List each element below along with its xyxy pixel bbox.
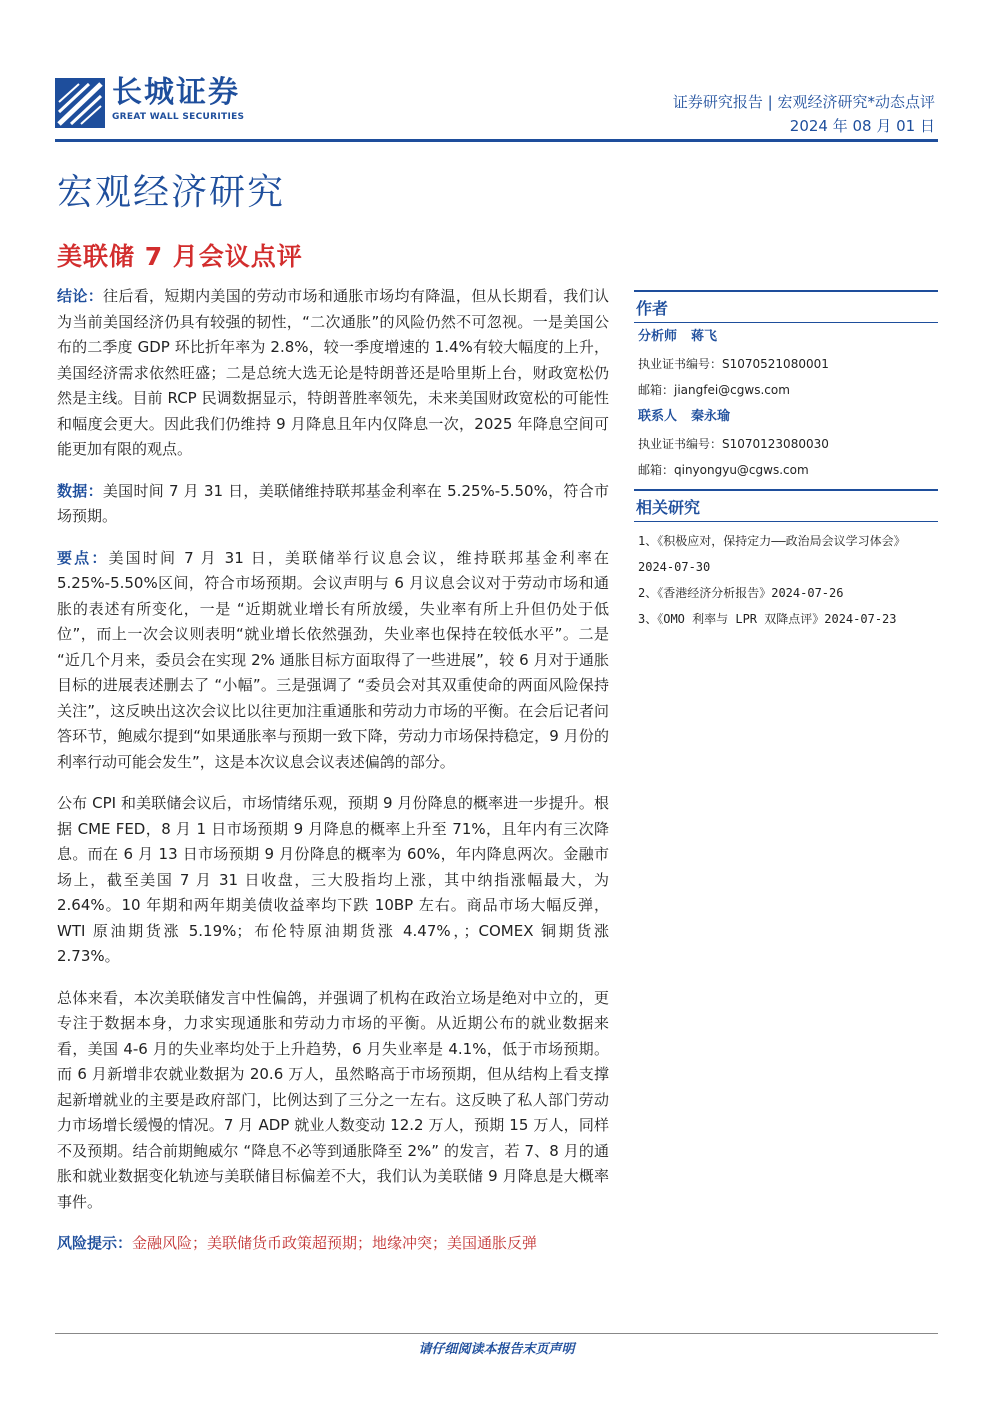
analyst (634, 323, 938, 351)
header-info (673, 90, 935, 138)
analyst-name: 蒋飞 (691, 329, 718, 344)
paragraph-conclusion (57, 284, 609, 463)
authors-heading: 作者 (634, 290, 938, 323)
logo-en: GREAT WALL SECURITIES (112, 112, 245, 122)
para-text: 公布 CPI 和美联储会议后，市场情绪乐观，预期 9 月份降息的概率进一步提升。根据 CME FED，8 月 1 日市场预期 9 月降息的概率上升至 71%，且年内有三次降息。而在 6 月 13 日市场预期 9 月份降息的概率为 60%，年内降息两次。金融市场上，截至美国 7 月 31 日收盘，三大股指均上涨，其中纳指涨幅最大，为 2.64%。10 年期和两年期美债收益率均下跌 10BP 左右。商品市场大幅反弹，WTI 原油期货涨 5.19%；布伦特原油期货涨 4.47%，；COMEX 铜期货涨 2.73%。 (57, 794, 609, 965)
related-item[interactable]: 2、《香港经济分析报告》2024-07-26 (638, 586, 844, 600)
analyst-cert: 执业证书编号：S1070521080001 (638, 357, 829, 371)
risk-lead: 风险提示： (57, 1234, 133, 1252)
paragraph-data (57, 479, 609, 530)
header-divider (55, 139, 938, 142)
report-header (0, 0, 993, 142)
related-heading: 相关研究 (634, 489, 938, 522)
footer-disclaimer: 请仔细阅读本报告末页声明 (418, 1342, 575, 1357)
contact-role: 联系人 (638, 409, 678, 424)
report-date: 2024 年 08 月 01 日 (789, 117, 935, 135)
para-text: 美国时间 7 月 31 日，美联储维持联邦基金利率在 5.25%-5.50%，符合市场预期。 (57, 481, 609, 525)
related-item[interactable]: 3、《OMO 利率与 LPR 双降点评》2024-07-23 (638, 612, 897, 626)
related-list (634, 522, 938, 632)
para-lead: 结论 (57, 287, 88, 305)
para-sep: ： (87, 481, 103, 500)
company-logo (55, 76, 275, 128)
page-subtitle: 美联储 7 月会议点评 (57, 242, 303, 271)
contact-name: 秦永瑜 (691, 409, 731, 424)
para-lead: 要点 (57, 548, 92, 567)
analyst-email[interactable]: 邮箱：jiangfei@cgws.com (638, 383, 790, 397)
para-text: 总体来看，本次美联储发言中性偏鸽，并强调了机构在政治立场是绝对中立的，更专注于数据本身，力求实现通胀和劳动力市场的平衡。从近期公布的就业数据来看，美国 4-6 月的失业率均处于上升趋势，6 月失业率是 4.1%，低于市场预期。而 6 月新增非农就业数据为 20.6 万人，虽然略高于市场预期，但从结构上看支撑起新增就业的主要是政府部门，比例达到了三分之一左右。这反映了私人部门劳动力市场增长缓慢的情况。7 月 ADP 就业人数变动 12.2 万人，预期 15 万人，同样不及预期。结合前期鲍威尔 “降息不必等到通胀降至 2%” 的发言，若 7、8 月的通胀和就业数据变化轨迹与美联储目标偏差不大，我们认为美联储 9 月降息是大概率事件。 (57, 988, 609, 1211)
para-text: 往后看，短期内美国的劳动市场和通胀市场均有降温，但从长期看，我们认为当前美国经济仍具有较强的韧性，“二次通胀”的风险仍然不可忽视。一是美国公布的二季度 GDP 环比折年率为 2.8%，较一季度增速的 1.4%有较大幅度的上升，美国经济需求依然旺盛；二是总统大选无论是特朗普还是哈里斯上台，财政宽松仍然是主线。目前 RCP 民调数据显示，特朗普胜率领先，未来美国财政宽松的可能性和幅度会更大。因此我们仍维持 9 月降息且年内仅降息一次，2025 年降息空间可能更加有限的观点。 (57, 287, 609, 458)
paragraph-keypoints (57, 546, 609, 776)
page-title: 宏观经济研究 (57, 172, 286, 213)
footer-divider (55, 1333, 938, 1334)
related-item[interactable]: 1、《积极应对，保持定力——政治局会议学习体会》2024-07-30 (638, 534, 906, 574)
main-content (57, 284, 609, 1273)
para-sep: ： (87, 287, 104, 305)
great-wall-logo-icon (55, 78, 105, 128)
risk-text: 金融风险；美联储货币政策超预期；地缘冲突；美国通胀反弹 (132, 1234, 538, 1252)
paragraph-market (57, 791, 609, 970)
contact (634, 403, 938, 431)
sidebar (634, 290, 938, 632)
logo-cn: 长城证券 (112, 75, 240, 110)
analyst-role: 分析师 (638, 329, 678, 344)
contact-cert: 执业证书编号：S1070123080030 (638, 437, 829, 451)
para-lead: 数据 (57, 481, 88, 500)
paragraph-summary (57, 986, 609, 1216)
report-category: 证券研究报告 | 宏观经济研究*动态点评 (672, 93, 935, 111)
contact-email[interactable]: 邮箱：qinyongyu@cgws.com (638, 463, 809, 477)
paragraph-risk (57, 1231, 609, 1257)
para-text: 美国时间 7 月 31 日，美联储举行议息会议，维持联邦基金利率在 5.25%-5.50%区间，符合市场预期。会议声明与 6 月议息会议对于劳动市场和通胀的表述有所变化，一是 “近期就业增长有所放缓，失业率有所上升但仍处于低位”，而上一次会议则表明“就业增长依然强劲，失业率也保持在较低水平”。二是 “近几个月来，委员会在实现 2% 通胀目标方面取得了一些进展”，较 6 月对于通胀目标的进展表述删去了 “小幅”。三是强调了 “委员会对其双重使命的两面风险保持关注”，这反映出这次会议比以往更加注重通胀和劳动力市场的平衡。在会后记者问答环节，鲍威尔提到“如果通胀率与预期一致下降，劳动力市场保持稳定，9 月份的利率行动可能会发生”，这是本次议息会议表述偏鸽的部分。 (57, 548, 609, 771)
para-sep: ： (91, 548, 109, 567)
